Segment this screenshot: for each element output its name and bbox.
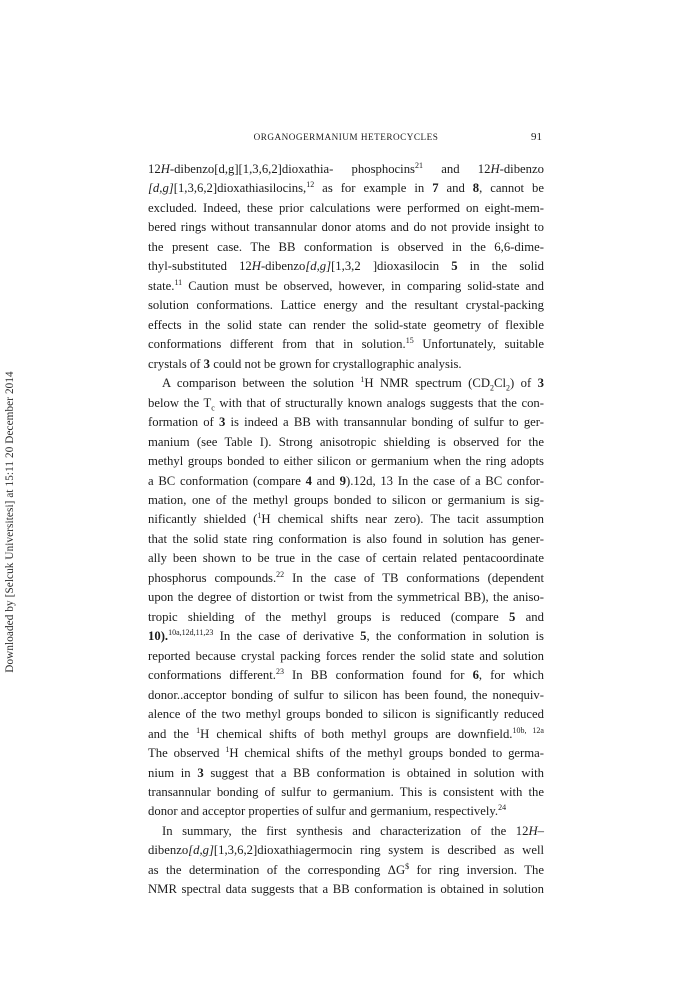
- text-line: tropic shielding of the methyl groups is reduced (compare 5 and: [148, 609, 544, 624]
- text-line: In summary, the first synthesis and characterization of the 12H–: [162, 823, 544, 838]
- text-line: NMR spectral data suggests that a BB conformation is obtained in solution: [148, 882, 544, 897]
- text-line: the present case. The BB conformation is observed in the 6,6-dime-: [148, 239, 544, 254]
- text-line: crystals of 3 could not be grown for crystallographic analysis.: [148, 356, 462, 371]
- text-line: and the $^1$H chemical shifts of both methyl groups are downfield.$^{10b, 12a}$: [148, 725, 544, 741]
- page-number: 91: [531, 131, 542, 143]
- text-line: excluded. Indeed, these prior calculations were performed on eight-mem-: [148, 200, 544, 215]
- text-line: manium (see Table I). Strong anisotropic shielding is observed for the: [148, 434, 544, 449]
- text-line: transannular bonding of sulfur to germanium. This is consistent with the: [148, 785, 544, 799]
- text-line: that the solid state ring conformation is also found in solution has gener-: [148, 531, 544, 546]
- text-line: effects in the solid state can render the solid-state geometry of flexible: [148, 317, 544, 332]
- text-line: A comparison between the solution $^1$H NMR spectrum $(CD_2Cl_2)$ of 3: [162, 374, 545, 393]
- text-line: reported because crystal packing forces render the solid state and solution: [148, 648, 544, 663]
- text-line: alence of the two methyl groups bonded to silicon is significantly reduced: [148, 707, 544, 722]
- text-line: dibenzo[d,g][1,3,6,2]dioxathiagermocin ring system is described as well: [148, 843, 544, 858]
- text-line: bered rings without transannular donor atoms and do not provide insight to: [148, 220, 544, 235]
- text-line: [d,g][1,3,6,2]dioxathiasilocins,$^{12}$ as for example in 7 and 8, cannot be: [148, 180, 544, 196]
- text-line: The observed $^1$H chemical shifts of the methyl groups bonded to germa-: [148, 744, 544, 761]
- text-line: conformations different from that in solution.$^{15}$ Unfortunately, suitable: [148, 335, 544, 352]
- text-line: conformations different.$^{23}$ In BB conformation found for 6, for which: [148, 666, 544, 683]
- text-line: ally been shown to be true in the case of certain related pentacoordinate: [148, 551, 544, 566]
- text-line: upon the degree of distortion or twist from the symmetrical BB), the aniso-: [148, 590, 544, 605]
- text-line: state.$^{11}$ Caution must be observed, however, in comparing solid-state and: [148, 277, 544, 293]
- text-line: mation, one of the methyl groups bonded to silicon or germanium is sig-: [148, 492, 544, 507]
- text-line: below the $T_c$ with that of structurally known analogs suggests that the con-: [148, 395, 545, 413]
- body-text: [148, 160, 544, 900]
- download-watermark: Downloaded by [Selcuk Universitesi] at 15:11 20 December 2014: [4, 371, 16, 673]
- text-line: solution conformations. Lattice energy and the resultant crystal-packing: [148, 298, 544, 313]
- running-head: [148, 132, 544, 148]
- text-line: phosphorus compounds.$^{22}$ In the case of TB conformations (dependent: [148, 569, 544, 585]
- text-line: nium in 3 suggest that a BB conformation is obtained in solution with: [148, 765, 544, 780]
- text-line: a BC conformation (compare 4 and 9).12d, 13 In the case of a BC confor-: [148, 473, 544, 488]
- text-line: formation of 3 is indeed a BB with transannular bonding of sulfur to ger-: [148, 415, 544, 430]
- text-line: donor and acceptor properties of sulfur and germanium, respectively.$^{24}$: [148, 803, 507, 819]
- text-line: 12H-dibenzo[d,g][1,3,6,2]dioxathia- phosphocins$^{21}$ and 12H-dibenzo: [148, 160, 544, 176]
- text-line: 10).$^{10a,12d,11,23}$ In the case of derivative 5, the conformation in solution is: [148, 628, 544, 644]
- running-head-title: ORGANOGERMANIUM HETEROCYCLES: [253, 132, 439, 142]
- text-line: donor..acceptor bonding of sulfur to silicon has been found, the nonequiv-: [148, 687, 544, 702]
- text-line: thyl-substituted 12H-dibenzo[d,g][1,3,2 ]dioxasilocin 5 in the solid: [148, 259, 544, 274]
- text-line: methyl groups bonded to either silicon or germanium when the ring adopts: [148, 454, 544, 469]
- text-line: as the determination of the corresponding ΔG$ for ring inversion. The: [148, 861, 544, 877]
- text-line: nificantly shielded ($^1$H chemical shifts near zero). The tacit assumption: [148, 511, 544, 527]
